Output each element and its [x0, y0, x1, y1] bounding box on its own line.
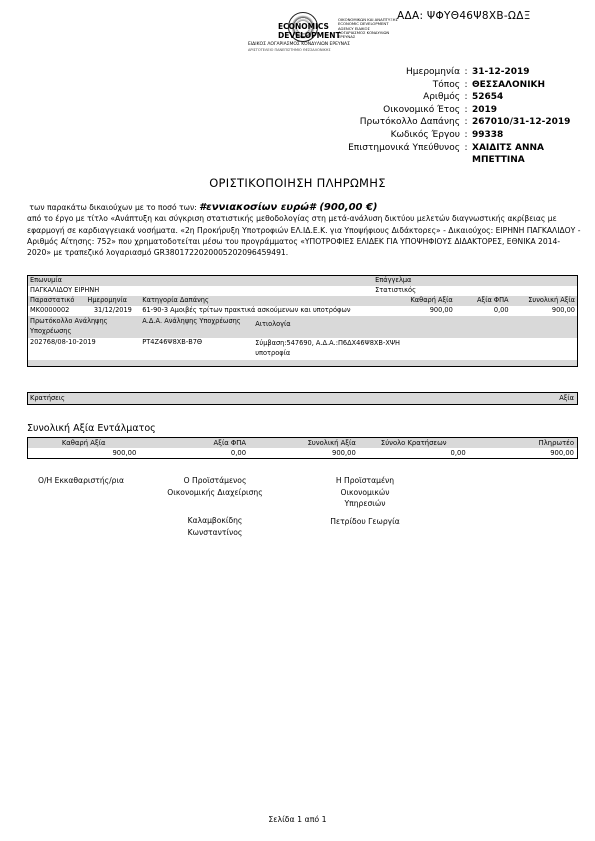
summary-table [27, 437, 578, 459]
meta-label: Τόπος [432, 79, 460, 90]
document-title: ΟΡΙΣΤΙΚΟΠΟΙΗΣΗ ΠΛΗΡΩΜΗΣ [209, 176, 386, 190]
beneficiary-table [27, 275, 578, 367]
meta-label: Πρωτόκολλο Δαπάνης [359, 117, 460, 128]
meta-row-project-code: Κωδικός Έργου : 99338 [300, 129, 587, 142]
meta-value: 2019 [472, 104, 498, 115]
body-amount: #εννιακοσίων ευρώ# (900,00 €) [199, 202, 378, 213]
logo-line-1: ECONOMICS [278, 22, 329, 31]
meta-label: Οικονομικό Έτος [383, 104, 460, 115]
chief-name: Πετρίδου Γεωργία [330, 516, 400, 526]
meta-row-number: Αριθμός : 52654 [300, 91, 587, 104]
profession-value: Στατιστικός [375, 286, 416, 294]
meta-row-fiscal-year: Οικονομικό Έτος : 2019 [300, 104, 587, 117]
meta-label: Επιστημονικά Υπεύθυνος [348, 142, 460, 153]
total-value: 900,00 [551, 306, 575, 314]
meta-row-protocol: Πρωτόκολλο Δαπάνης : 267010/31-12-2019 [300, 116, 587, 129]
head-name-2: Κωνσταντίνος [187, 527, 243, 537]
meta-value: 267010/31-12-2019 [472, 117, 571, 128]
head-title-1: Ο Προϊστάμενος [183, 476, 247, 485]
meta-row-scientific-lead: Επιστημονικά Υπεύθυνος : ΧΑΙΔΙΤΣ ΑΝΝΑ ΜΠΕΤΤΙΝΑ [300, 142, 587, 167]
header-vat: Αξία ΦΠΑ [477, 296, 509, 304]
meta-value: 99338 [472, 129, 504, 140]
reason-value-2: υποτροφία [255, 349, 291, 357]
summary-header-vat: Αξία ΦΠΑ [213, 439, 247, 447]
summary-header-total: Συνολική Αξία [307, 439, 356, 447]
table-row [28, 276, 578, 287]
reason-value: Σύμβαση:547690, Α.Δ.Α.:Π6ΔΧ46Ψ8ΧΒ-ΧΨΗ [255, 339, 400, 347]
summary-total: 900,00 [332, 449, 356, 457]
category-value: 61-90-3 Αμοιβές τρίτων πρακτικά ασκούμενων και υποτρόφων [142, 306, 351, 314]
header-date: Ημερομηνία [87, 296, 127, 304]
surname-value: ΠΑΓΚΑΛΙΔΟΥ ΕΙΡΗΝΗ [30, 286, 100, 294]
institution-logo [248, 12, 398, 62]
summary-title: Συνολική Αξία Εντάλματος [27, 423, 156, 434]
summary-header-payable: Πληρωτέο [538, 439, 574, 447]
header-profession: Επάγγελμα [375, 276, 412, 284]
head-title-2: Οικονομικής Διαχείρισης [167, 487, 263, 497]
table-row [28, 438, 578, 449]
chief-title-3: Υπηρεσιών [344, 499, 386, 508]
chief-title-2: Οικονομικών [340, 487, 390, 497]
table-row [28, 306, 578, 316]
summary-deductions: 0,00 [450, 449, 466, 457]
chief-title-1: Η Προϊσταμένη [335, 476, 395, 485]
logo-line-2: DEVELOPMENT [278, 31, 341, 40]
body-text [27, 202, 582, 258]
summary-vat: 0,00 [230, 449, 247, 457]
summary-payable: 900,00 [550, 449, 574, 457]
header-reason: Αιτιολογία [255, 320, 291, 328]
header-total: Συνολική Αξία [528, 296, 575, 304]
meta-value: 31-12-2019 [472, 67, 530, 77]
document-meta [300, 66, 587, 167]
meta-value: ΘΕΣΣΑΛΟΝΙΚΗ [472, 79, 546, 90]
table-row [28, 286, 578, 296]
head-name-1: Καλαμβοκίδης [187, 516, 243, 525]
doc-value: ΜΚ0000002 [30, 306, 70, 314]
body-intro: των παρακάτω δικαιούχων με το ποσό των: [29, 203, 197, 212]
signature-clearer: Ο/Η Εκκαθαριστής/ρια [38, 476, 125, 485]
table-row [28, 296, 578, 306]
meta-row-date: Ημερομηνία : 31-12-2019 [300, 66, 587, 79]
vat-value: 0,00 [493, 306, 509, 314]
header-ada: Α.Δ.Α. Ανάληψης Υποχρέωσης [142, 317, 241, 325]
header-doc: Παραστατικό [30, 296, 75, 304]
meta-value: ΧΑΙΔΙΤΣ ΑΝΝΑ [472, 142, 544, 153]
ada-value: ΡΤ4Ζ46Ψ8ΧΒ-Β7Θ [142, 338, 203, 346]
header-net: Καθαρή Αξία [410, 296, 453, 304]
meta-label: Ημερομηνία [405, 67, 460, 77]
deductions-label: Κρατήσεις [30, 394, 65, 402]
logo-bottom-1: ΕΙΔΙΚΟΣ ΛΟΓΑΡΙΑΣΜΟΣ ΚΟΝΔΥΛΙΩΝ ΕΡΕΥΝΑΣ [248, 42, 350, 47]
date-value: 31/12/2019 [93, 306, 132, 314]
meta-value: 52654 [472, 92, 504, 103]
meta-label: Αριθμός [423, 92, 460, 103]
logo-bottom-2: ΑΡΙΣΤΟΤΕΛΕΙΟ ΠΑΝΕΠΙΣΤΗΜΙΟ ΘΕΣΣΑΛΟΝΙΚΗΣ [248, 48, 331, 52]
logo-side-text: ΟΙΚΟΝΟΜΙΚΩΝ ΚΑΙ ΑΝΑΠΤΥΞΗΣ ECONOMIC DEVELOPMENT AGENCY ΕΙΔΙΚΟΣ ΛΟΓΑΡΙΑΣΜΟΣ ΚΟΝΔΥΛΙΩΝ ΕΡΕΥΝΑΣ [338, 17, 398, 40]
meta-value-2: ΜΠΕΤΤΙΝΑ [472, 155, 525, 166]
table-row [28, 448, 578, 459]
page-footer: Σελίδα 1 από 1 [268, 815, 327, 824]
meta-row-place: Τόπος : ΘΕΣΣΑΛΟΝΙΚΗ [300, 79, 587, 92]
table-row [28, 316, 578, 338]
deductions-bar [27, 392, 578, 405]
summary-net: 900,00 [112, 449, 137, 457]
header-protocol: Πρωτόκολλο Ανάληψης Υποχρέωσης [30, 317, 108, 335]
table-row [28, 360, 578, 367]
signature-chief [310, 475, 420, 527]
ada-code: ΑΔΑ: ΨΦΥΘ46Ψ8ΧΒ-ΩΔΞ [397, 10, 531, 22]
deductions-value-header: Αξία [559, 394, 574, 402]
signature-head [160, 475, 270, 538]
header-category: Κατηγορία Δαπάνης [142, 296, 209, 304]
summary-header-deductions: Σύνολο Κρατήσεων [380, 439, 447, 447]
summary-header-net: Καθαρή Αξία [61, 439, 106, 447]
protocol-value: 202768/08-10-2019 [30, 338, 96, 346]
meta-label: Κωδικός Έργου [390, 129, 460, 140]
table-row [28, 338, 578, 360]
header-surname: Επωνυμία [30, 276, 62, 284]
body-description: από το έργο με τίτλο «Ανάπτυξη και σύγκριση στατιστικής μεθοδολογίας στη μετά-ανάλυση δικτύου μελετών διαγνωστικής ακρίβειας με εφαρμογή σε καρδιαγγειακά νοσήματα. «2η Προκήρυξη Υποτροφιών ΕΛ.ΙΔ.Ε.Κ. για Υποψήφιους Διδάκτορες» - Δικαιούχος: ΕΙΡΗΝΗ ΠΑΓΚΑΛΙΔΟΥ - Αριθμός Αίτησης: 752» που χρηματοδοτείται μέσω του προγράμματος «ΥΠΟΤΡΟΦΙΕΣ ΕΛΙΔΕΚ ΓΙΑ ΥΠΟΨΗΦΙΟΥΣ ΔΙΔΑΚΤΟΡΕΣ, ΕΘΝΙΚΑ 2014-2020» με τραπεζικό λογαριασμό GR3801722020005202096459491. [27, 214, 581, 258]
net-value: 900,00 [429, 306, 453, 314]
